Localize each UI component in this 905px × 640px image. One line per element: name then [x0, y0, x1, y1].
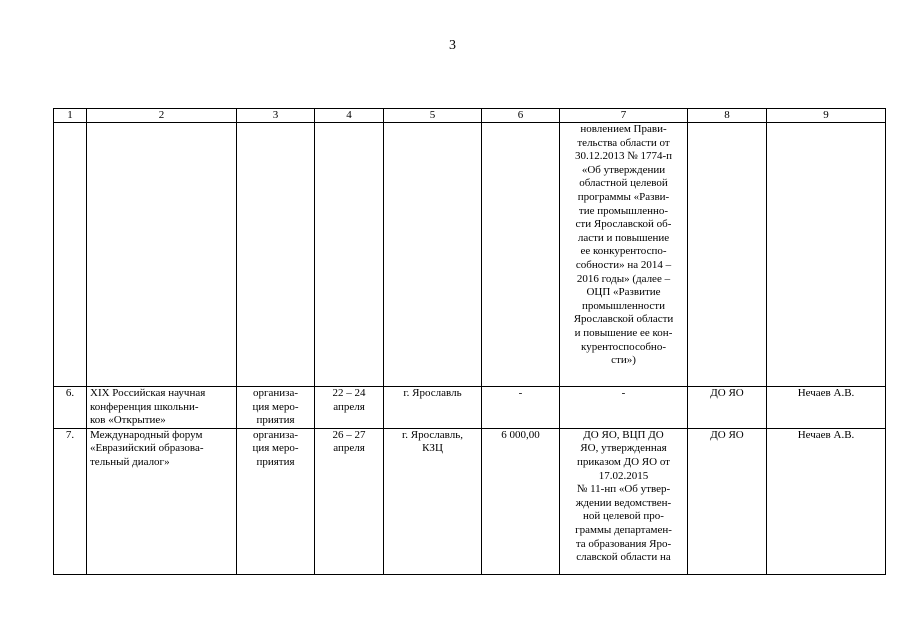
text-line: ция меро- [252, 400, 299, 413]
text-line: ждении ведомствен- [575, 496, 672, 509]
text-line: ков «Открытие» [90, 414, 166, 427]
funding-source-cell [560, 387, 688, 429]
text-line: приятия [256, 455, 295, 468]
header-cell: 7 [560, 109, 688, 123]
text-line: та образования Яро- [575, 537, 672, 550]
text-line: организа- [252, 428, 299, 441]
event-place-cell [384, 428, 482, 574]
text-line: - [621, 387, 626, 399]
text-line: промышленности [582, 299, 665, 312]
header-cell: 3 [237, 109, 315, 123]
text-line: тельства области от [577, 136, 670, 149]
text-line: ЯО, утвержденная [580, 442, 667, 455]
text-line: № 11-нп «Об утвер- [576, 483, 671, 496]
event-date-cell [315, 428, 384, 574]
page-number: 3 [449, 38, 456, 53]
text-line: г. Ярославль [403, 387, 462, 399]
text-line: собности» на 2014 – [575, 258, 672, 271]
text-line: Международный форум [90, 428, 203, 441]
header-cell: 1 [54, 109, 87, 123]
text-line: граммы департамен- [575, 523, 672, 536]
text-line: апреля [333, 442, 365, 455]
text-line: ее конкурентоспо- [580, 245, 667, 258]
text-line: сти») [611, 354, 636, 367]
text-line: сти Ярославской об- [575, 218, 672, 231]
empty-cell [767, 123, 886, 387]
amount-cell: - [482, 387, 560, 429]
text-line: областной целевой [579, 177, 668, 190]
text-line: 17.02.2015 [598, 469, 649, 482]
text-line: апреля [333, 400, 365, 413]
text-line: тельный диалог» [90, 455, 170, 468]
continuation-row [54, 123, 886, 387]
header-cell: 9 [767, 109, 886, 123]
text-line: «Об утверждении [581, 163, 666, 176]
header-cell: 4 [315, 109, 384, 123]
row-number-cell: 6. [54, 387, 87, 429]
header-row [54, 109, 886, 123]
text-line: курентоспособно- [581, 340, 666, 353]
text-line: программы «Разви- [577, 190, 670, 203]
text-line: ласти и повышение [577, 231, 670, 244]
text-line: ОЦП «Развитие [586, 286, 661, 299]
responsible-cell: Нечаев А.В. [767, 387, 886, 429]
text-line: 30.12.2013 № 1774-п [574, 150, 673, 163]
header-cell: 2 [87, 109, 237, 123]
text-line: КЗЦ [422, 442, 443, 455]
executor-cell: ДО ЯО [688, 387, 767, 429]
text-line: организа- [252, 387, 299, 399]
event-type-cell [237, 428, 315, 574]
event-name-cell [87, 428, 237, 574]
empty-cell [54, 123, 87, 387]
empty-cell [688, 123, 767, 387]
text-line: XIX Российская научная [90, 387, 206, 399]
amount-cell: 6 000,00 [482, 428, 560, 574]
text-line: приказом ДО ЯО от [576, 455, 670, 468]
text-line: конференция школьни- [90, 400, 199, 413]
empty-cell [482, 123, 560, 387]
text-line: новлением Прави- [580, 123, 667, 135]
header-cell: 6 [482, 109, 560, 123]
empty-cell [315, 123, 384, 387]
text-line: 2016 годы» (далее – [576, 272, 671, 285]
event-place-cell [384, 387, 482, 429]
funding-source-cell [560, 428, 688, 574]
header-cell: 5 [384, 109, 482, 123]
text-line: славской области на [576, 551, 671, 564]
text-line: ция меро- [252, 442, 299, 455]
events-table [53, 108, 886, 575]
empty-cell [87, 123, 237, 387]
responsible-cell: Нечаев А.В. [767, 428, 886, 574]
text-line: 26 – 27 [332, 428, 366, 441]
empty-cell [384, 123, 482, 387]
header-cell: 8 [688, 109, 767, 123]
text-line: ДО ЯО, ВЦП ДО [583, 428, 664, 441]
text-line: тие промышленно- [578, 204, 669, 217]
executor-cell: ДО ЯО [688, 428, 767, 574]
event-date-cell [315, 387, 384, 429]
text-line: 22 – 24 [332, 387, 366, 399]
row-number-cell: 7. [54, 428, 87, 574]
text-line: Ярославской области [573, 313, 674, 326]
text-line: приятия [256, 414, 295, 427]
funding-source-cell [560, 123, 688, 387]
event-name-cell [87, 387, 237, 429]
event-type-cell [237, 387, 315, 429]
table-row [54, 428, 886, 574]
text-line: и повышение ее кон- [574, 326, 673, 339]
text-line: г. Ярославль, [402, 428, 463, 441]
table-row [54, 387, 886, 429]
text-line: «Евразийский образова- [90, 442, 204, 455]
empty-cell [237, 123, 315, 387]
text-line: ной целевой про- [583, 510, 664, 523]
